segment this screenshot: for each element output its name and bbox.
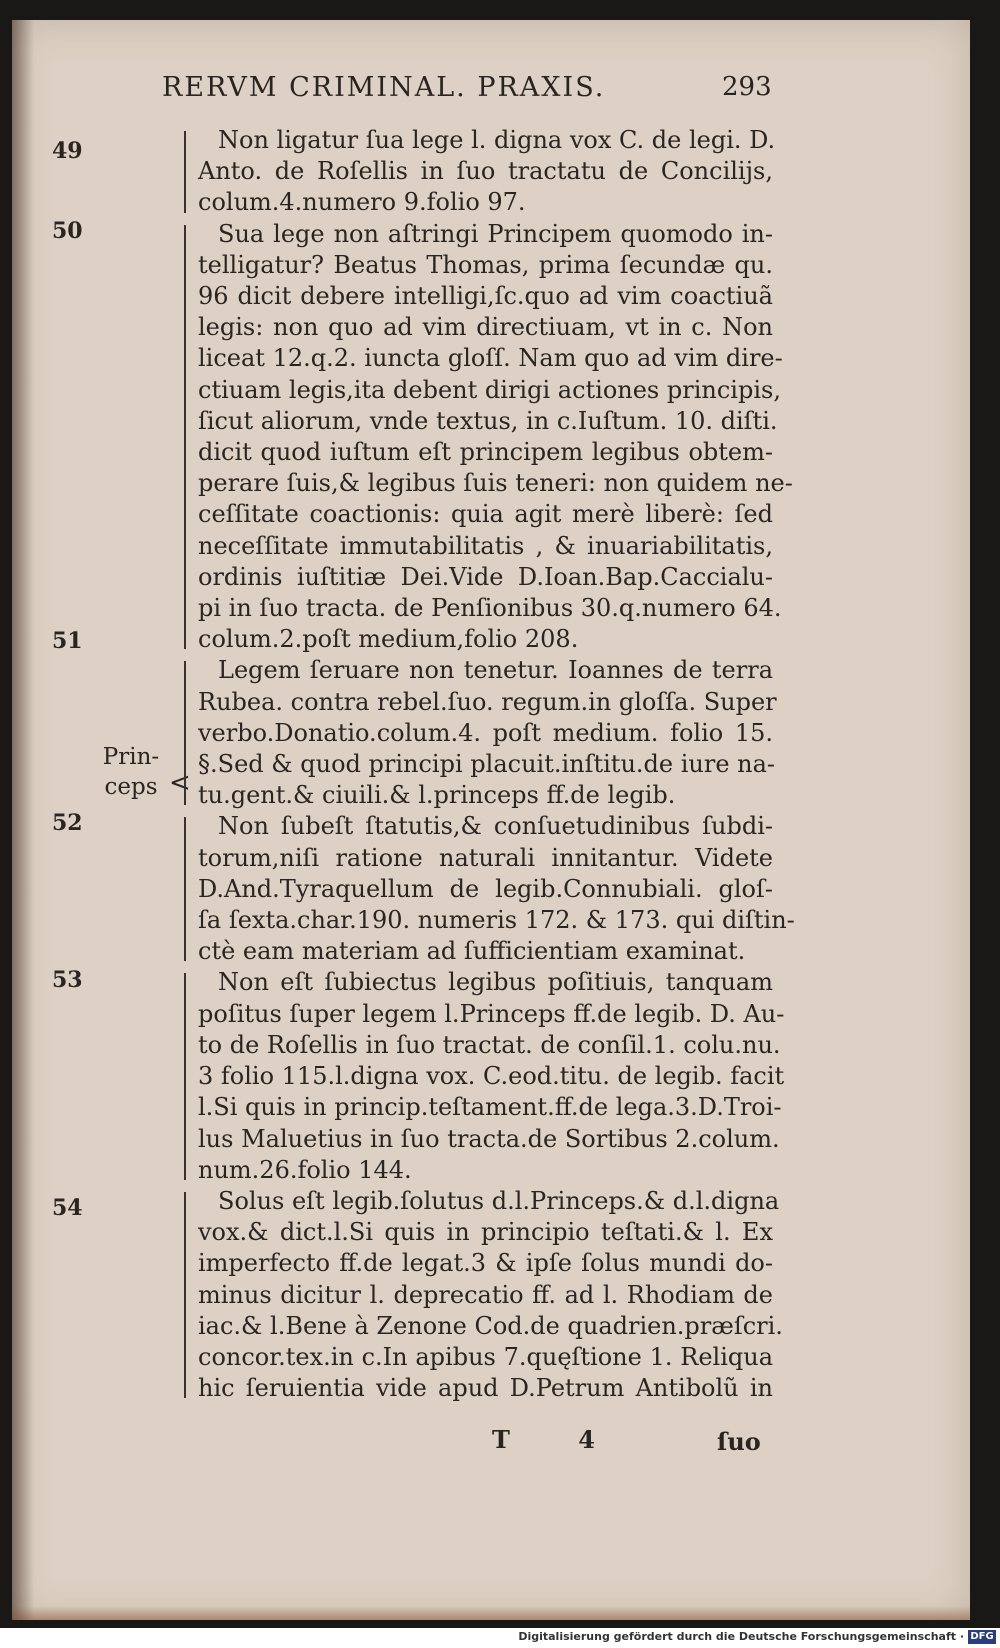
margin-label-line: Prin- [102,744,160,770]
text-line: ctiuam legis,ita debent dirigi actiones principis, [198,375,781,404]
text-line: Legem ſeruare non tenetur. Ioannes de terra [218,656,773,685]
paragraph-5 [198,967,785,1185]
text-line: Non ligatur ſua lege l. digna vox C. de legi. D. [218,126,776,154]
paragraph-bracket [184,973,186,1179]
digitization-footer [0,1628,1000,1648]
text-line: concor.tex.in c.In apibus 7.quęſtione 1. Reliqua [198,1342,773,1371]
text-line: ctè eam materiam ad ſufficientiam examinat. [198,937,746,966]
text-line: legis: non quo ad vim directiuam, vt in c. Non [198,313,773,342]
text-line: lus Maluetius in ſuo tracta.de Sortibus 2.colum. [198,1124,780,1153]
margin-number-50: 50 [52,218,83,244]
book-page [12,20,970,1620]
text-line: imperfecto ff.de legat.3 & ipſe ſolus mundi do- [198,1249,773,1278]
paragraph-bracket [184,817,186,961]
margin-label-line: ceps [104,774,158,800]
text-line: ſa ſexta.char.190. numeris 172. & 173. qui diſtin- [198,906,795,935]
text-line: colum.2.poſt medium,folio 208. [198,625,579,654]
text-line: liceat 12.q.2. iuncta gloſſ. Nam quo ad vim dire- [198,344,783,373]
text-line: Sua lege non aſtringi Principem quomodo in- [218,219,773,248]
text-line: 3 folio 115.l.digna vox. C.eod.titu. de legib. facit [198,1062,785,1091]
paragraph-2 [198,219,793,656]
dfg-logo-icon: DFG [968,1630,996,1644]
text-line: verbo.Donatio.colum.4. poſt medium. folio 15. [198,718,773,747]
margin-number-52: 52 [52,810,83,836]
text-line: ordinis iuſtitiæ Dei.Vide D.Ioan.Bap.Caccialu- [198,562,773,591]
text-line: 96 dicit debere intelligi,ſc.quo ad vim coactiuã [198,282,773,311]
text-line: Rubea. contra rebel.ſuo. regum.in gloſſa. Super [198,687,777,716]
paragraph-1 [198,125,776,219]
paragraph-bracket [184,1192,186,1398]
page-edge [12,1606,970,1620]
text-line: hic ſeruientia vide apud D.Petrum Antibolũ in [198,1374,773,1403]
margin-label-princeps [96,742,166,802]
running-title: RERVM CRIMINAL. PRAXIS. [162,72,606,103]
paragraph-6 [198,1186,783,1404]
text-line: pi in ſuo tracta. de Penſionibus 30.q.numero 64. [198,594,782,623]
margin-number-53: 53 [52,967,83,993]
margin-number-51: 51 [52,628,83,654]
margin-number-54: 54 [52,1195,83,1221]
text-line: Anto. de Roſellis in ſuo tractatu de Concilijs, [198,157,773,186]
margin-number-49: 49 [52,138,83,164]
paragraph-bracket [184,131,186,213]
text-line: num.26.folio 144. [198,1155,412,1184]
catchword: ſuo [717,1427,761,1456]
paragraph-bracket [184,225,186,650]
text-line: neceſſitate immutabilitatis , & inuariabilitatis, [198,531,773,560]
text-line: Non eſt ſubiectus legibus poſitiuis, tanquam [218,968,773,997]
body-text [198,125,795,1404]
text-line: colum.4.numero 9.folio 97. [198,188,526,217]
text-line: to de Roſellis in ſuo tractat. de conſil.1. colu.nu. [198,1030,781,1059]
page-number: 293 [722,72,772,102]
text-line: ſicut aliorum, vnde textus, in c.Iuſtum. 10. diſti. [198,406,778,435]
signature-mark: T 4 [492,1425,625,1454]
digitization-notice: Digitalisierung gefördert durch die Deutsche Forschungsgemeinschaft · [518,1630,964,1643]
gutter-shadow [12,20,34,1620]
text-line: torum,niſi ratione naturali innitantur. Videte [198,843,773,872]
text-line: dicit quod iuſtum eſt principem legibus obtem- [198,438,773,467]
text-line: Non ſubeſt ſtatutis,& conſuetudinibus ſubdi- [218,812,773,841]
text-line: Solus eſt legib.ſolutus d.l.Princeps.& d.l.digna [218,1186,780,1215]
text-line: D.And.Tyraquellum de legib.Connubiali. gloſ- [198,874,773,903]
text-line: poſitus ſuper legem l.Princeps ff.de legib. D. Au- [198,999,785,1028]
text-line: telligatur? Beatus Thomas, prima ſecundæ qu. [198,250,773,279]
text-line: ceſſitate coactionis: quia agit merè liberè: ſed [198,500,773,529]
text-line: perare ſuis,& legibus ſuis teneri: non quidem ne- [198,469,793,498]
text-line: §.Sed & quod principi placuit.inſtitu.de iure na- [198,750,776,779]
margin-brace-icon: < [169,768,191,798]
text-line: tu.gent.& ciuili.& l.princeps ff.de legib. [198,781,676,810]
text-line: l.Si quis in princip.teſtament.ff.de lega.3.D.Troi- [198,1093,782,1122]
paragraph-bracket [184,661,186,805]
paragraph-4 [198,811,795,967]
text-line: vox.& dict.l.Si quis in principio teſtati.& l. Ex [198,1218,773,1247]
paragraph-3 [198,655,777,811]
text-line: minus dicitur l. deprecatio ff. ad l. Rhodiam de [198,1280,773,1309]
text-line: iac.& l.Bene à Zenone Cod.de quadrien.præſcri. [198,1311,783,1340]
